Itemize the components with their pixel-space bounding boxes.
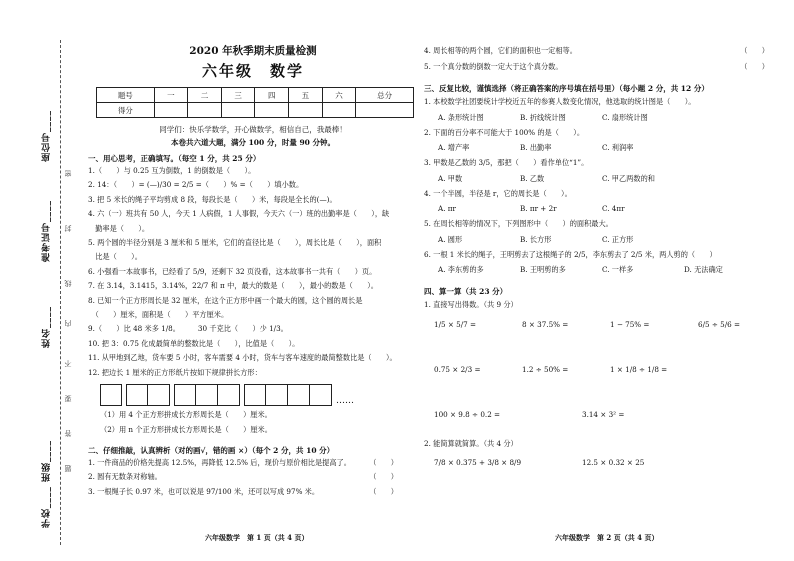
- judge-item: 1. 一件商品的价格先提高 12.5%，再降低 12.5% 后，现价与原价相比是提高了。 （ ）: [88, 457, 398, 467]
- sub-question: （2）用 n 个正方形拼成长方形周长是（ ）厘米。: [100, 424, 272, 434]
- calc-part-1: 1. 直接写出得数。（共 9 分）: [424, 300, 518, 309]
- question: 10. 把 3：0.75 化成最简单的整数比是（ ），比值是（ ）。: [88, 338, 300, 348]
- score-cell[interactable]: [322, 103, 356, 118]
- exam-number-label: 准考证号____: [42, 200, 52, 262]
- choice-options: A. πr B. πr + 2r C. 4πr: [438, 204, 625, 213]
- score-cell[interactable]: [154, 103, 188, 118]
- binding-mark: 封: [64, 225, 72, 232]
- choice-question: 4. 一个半圆，半径是 r，它的周长是（ ）。: [424, 188, 572, 198]
- section-1-title: 一、用心思考，正确填写。（每空 1 分，共 25 分）: [88, 154, 261, 163]
- section-3-title: 三、反复比较，谨慎选择（将正确答案的序号填在括号里）（每小题 2 分，共 12 分）: [424, 84, 709, 93]
- score-header: 五: [289, 88, 323, 103]
- calc-part-2: 2. 能简算就简算。（共 4 分）: [424, 438, 518, 448]
- seat-number-label: 座位号____: [42, 110, 52, 162]
- judge-item: 4. 周长相等的两个圆，它们的面积也一定相等。 （ ）: [424, 46, 769, 55]
- choice-question: 6. 一根 1 米长的绳子，王明剪去了这根绳子的 2/5，李东剪去了 2/5 米，两人剪的（ ）: [424, 249, 717, 259]
- question: 8. 已知一个正方形周长是 32 厘米，在这个正方形中画一个最大的圆，这个圆的周长是: [88, 295, 363, 305]
- question: 比是（ ）。: [88, 252, 142, 262]
- school-class-label: 学校____ 班级____: [42, 440, 52, 529]
- question: 7. 在 3.14，3.1415，3.14%，22/7 和 π 中，最大的数是（ ），最小的数是（ ）。: [88, 281, 378, 291]
- calc-row: 7/8 × 0.375 + 3/8 × 8/9 12.5 × 0.32 × 25: [434, 458, 645, 467]
- score-header: 三: [221, 88, 255, 103]
- question: 5. 两个圆的半径分别是 3 厘米和 5 厘米，它们的直径比是（ ），周长比是（ ），面积: [88, 238, 382, 248]
- score-header: 二: [188, 88, 222, 103]
- pattern-3: [174, 384, 240, 406]
- judge-item: 3. 一根绳子长 0.97 米，也可以说是 97/100 米，还可以写成 97% 米。 （ ）: [88, 486, 398, 496]
- page-1: [88, 0, 418, 561]
- exam-subject: 六年级 数学: [201, 62, 304, 80]
- score-cell[interactable]: [289, 103, 323, 118]
- name-label: 姓名____: [42, 306, 52, 348]
- exam-rules: 本卷共六道大题，满分 100 分，时量 90 分钟。: [170, 138, 336, 147]
- ellipsis: ……: [336, 396, 354, 407]
- square-pattern: [100, 384, 418, 406]
- binding-mark: 内: [64, 320, 72, 327]
- footer-page-2: 六年级数学 第 2 页（共 4 页）: [555, 533, 659, 542]
- score-row-label: 得分: [97, 103, 155, 118]
- score-cell[interactable]: [356, 103, 414, 118]
- judge-item: 2. 圆有无数条对称轴。 （ ）: [88, 472, 398, 482]
- page-2: [424, 0, 789, 561]
- motto: 同学们：快乐学数学，开心做数学，相信自己，我最棒！: [159, 125, 347, 134]
- calc-row: 100 × 9.8 ÷ 0.2 = 3.14 × 3² =: [434, 409, 625, 419]
- score-header: 四: [255, 88, 289, 103]
- choice-question: 2. 下面的百分率不可能大于 100% 的是（ ）。: [424, 127, 585, 137]
- question: 1.（ ）与 0.25 互为倒数，1 的倒数是（ ）。: [88, 166, 256, 175]
- score-table: [96, 87, 414, 118]
- question: （ ）厘米，面积是（ ）平方厘米。: [88, 310, 229, 320]
- choice-options: A. 李东剪的多 B. 王明剪的多 C. 一样多 D. 无法确定: [438, 265, 723, 274]
- binding-mark: 密: [64, 170, 72, 177]
- score-header: 一: [154, 88, 188, 103]
- pattern-1: [100, 384, 122, 406]
- question: 11. 从甲地到乙地，货车要 5 小时，客车需要 4 小时，货车与客车速度的最简整数比是（ ）。: [88, 353, 397, 363]
- question: 2. 14：（ ）= (—)/30 = 2/5 =（ ）% =（ ）填小数。: [88, 180, 304, 190]
- binding-mark: 答: [64, 430, 72, 437]
- score-header: 题号: [97, 88, 155, 103]
- score-cell[interactable]: [221, 103, 255, 118]
- question: 4. 六（一）班共有 50 人，今天 1 人病假，1 人事假，今天六（一）班的出勤率是（ ），缺: [88, 209, 390, 219]
- question: 6. 小强看一本故事书，已经看了 5/9，还剩下 32 页没看，这本故事书一共有（ ）页。: [88, 266, 377, 276]
- choice-options: A. 增产率 B. 出勤率 C. 利润率: [438, 143, 634, 152]
- choice-question: 3. 甲数是乙数的 3/5，那把（ ）看作单位“1”。: [424, 158, 589, 167]
- calc-row: 0.75 × 2/3 = 1.2 ÷ 50% = 1 × 1/8 ÷ 1/8 =: [434, 364, 668, 374]
- choice-question: 1. 本校数学社团要统计学校近五年的参赛人数变化情况，他选取的统计图是（ ）。: [424, 97, 696, 106]
- binding-mark: 要: [64, 395, 72, 402]
- footer-page-1: 六年级数学 第 1 页（共 4 页）: [205, 533, 309, 542]
- pattern-4: [244, 384, 332, 406]
- choice-options: A. 圆形 B. 长方形 C. 正方形: [438, 234, 634, 244]
- choice-question: 5. 在周长相等的情况下，下列图形中（ ）的面积最大。: [424, 219, 613, 228]
- question: 3. 把 5 米长的绳子平均剪成 8 段，每段长是（ ）米，每段是全长的(—)。: [88, 194, 337, 204]
- question: 12. 把边长 1 厘米的正方形纸片按如下规律拼长方形：: [88, 367, 262, 377]
- judge-item: 5. 一个真分数的倒数一定大于这个真分数。 （ ）: [424, 61, 769, 71]
- question: 9.（ ）比 48 米多 1/8。 30 千克比（ ）少 1/3。: [88, 324, 288, 334]
- binding-mark: 题: [64, 465, 72, 472]
- exam-title: 2020 年秋季期末质量检测: [189, 45, 317, 57]
- cut-line: [60, 40, 61, 545]
- question: 勤率是（ ）。: [88, 223, 150, 233]
- choice-options: A. 甲数 B. 乙数 C. 甲乙两数的和: [438, 173, 655, 183]
- calc-row: 1/5 × 5/7 = 8 × 37.5% = 1 − 75% = 6/5 ÷ 5/6 =: [434, 319, 741, 329]
- pattern-2: [126, 384, 170, 406]
- choice-options: A. 条形统计图 B. 折线统计图 C. 扇形统计图: [438, 112, 648, 122]
- score-cell[interactable]: [255, 103, 289, 118]
- sub-question: （1）用 4 个正方形拼成长方形周长是（ ）厘米。: [100, 410, 272, 420]
- binding-margin: [0, 0, 86, 561]
- binding-mark: 不: [64, 360, 72, 367]
- section-4-title: 四、算一算（共 23 分）: [424, 287, 508, 296]
- score-cell[interactable]: [188, 103, 222, 118]
- section-2-title: 二、仔细推敲，认真辨析（对的画√，错的画 ×）（每个 2 分，共 10 分）: [88, 445, 335, 455]
- score-header: 六: [322, 88, 356, 103]
- score-header: 总分: [356, 88, 414, 103]
- binding-mark: 线: [64, 280, 72, 287]
